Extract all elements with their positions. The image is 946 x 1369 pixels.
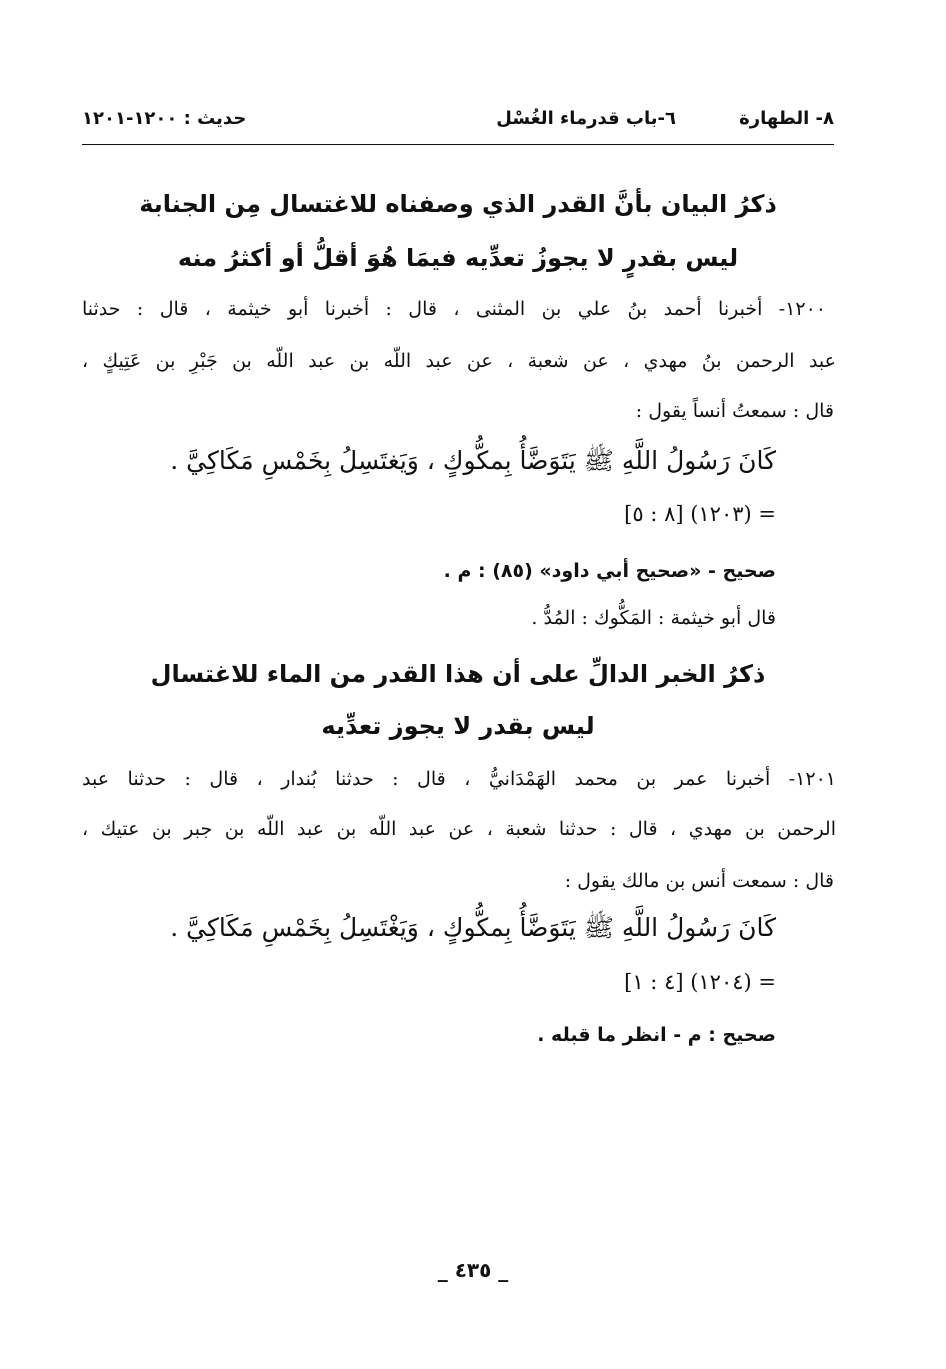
isnad-line: عبد الرحمن بنُ مهدي ، عن شعبة ، عن عبد اللّه بن عبد اللّه بن جَبْرِ بن عَتِيكٍ ،: [82, 350, 836, 372]
hadith-matn: كَانَ رَسُولُ اللَّهِ ﷺ يَتَوَضَّأُ بِمكُّوكٍ ، وَيَغتَسِلُ بِخَمْسِ مَكَاكِيَّ .: [170, 446, 776, 475]
hadith-matn: كَانَ رَسُولُ اللَّهِ ﷺ يَتَوَضَّأُ بِمكُّوكٍ ، وَيَغْتَسِلُ بِخَمْسِ مَكَاكِيَّ .: [170, 913, 776, 942]
chapter-title: ٨- الطهارة: [739, 108, 834, 129]
running-header: [82, 108, 834, 138]
isnad-line: ١٢٠٠- أخبرنا أحمد بنُ علي بن المثنى ، قال : أخبرنا أبو خيثمة ، قال : حدثنا: [82, 298, 826, 320]
section-heading-line: ذكرُ الخبر الدالِّ على أن هذا القدر من الماء للاغتسال: [150, 660, 766, 688]
hadith-grade: صحيح : م - انظر ما قبله .: [537, 1024, 776, 1046]
isnad-line: قال : سمعتُ أنساً يقول :: [635, 400, 834, 422]
section-heading-line: ليس بقدرٍ لا يجوزُ تعدِّيه فيمَا هُوَ أقلُّ أو أكثرُ منه: [177, 244, 739, 272]
isnad-line: ١٢٠١- أخبرنا عمر بن محمد الهَمْدَانيُّ ، قال : حدثنا بُندار ، قال : حدثنا عبد: [82, 768, 836, 790]
isnad-line: قال : سمعت أنس بن مالك يقول :: [564, 870, 834, 892]
hadith-note: قال أبو خيثمة : المَكُّوك : المُدُّ .: [531, 607, 776, 629]
hadith-range: حديث : ١٢٠٠-١٢٠١: [82, 108, 247, 129]
page-number: _ ٤٣٥ _: [437, 1258, 509, 1282]
section-heading-line: ليس بقدر لا يجوز تعدِّيه: [321, 712, 595, 740]
cross-reference: = (١٢٠٤) [٤ : ١]: [624, 970, 776, 994]
section-title: ٦-باب قدرماء الغُسْل: [496, 108, 676, 129]
header-divider: [82, 144, 834, 145]
section-heading-line: ذكرُ البيان بأنَّ القدر الذي وصفناه للاغتسال مِن الجنابة: [139, 190, 777, 218]
hadith-grade: صحيح - «صحيح أبي داود» (٨٥) : م .: [443, 560, 776, 582]
isnad-line: الرحمن بن مهدي ، قال : حدثنا شعبة ، عن عبد اللّه بن عبد اللّه بن جبر بن عتيك ،: [82, 818, 836, 840]
cross-reference: = (١٢٠٣) [٨ : ٥]: [624, 502, 776, 526]
